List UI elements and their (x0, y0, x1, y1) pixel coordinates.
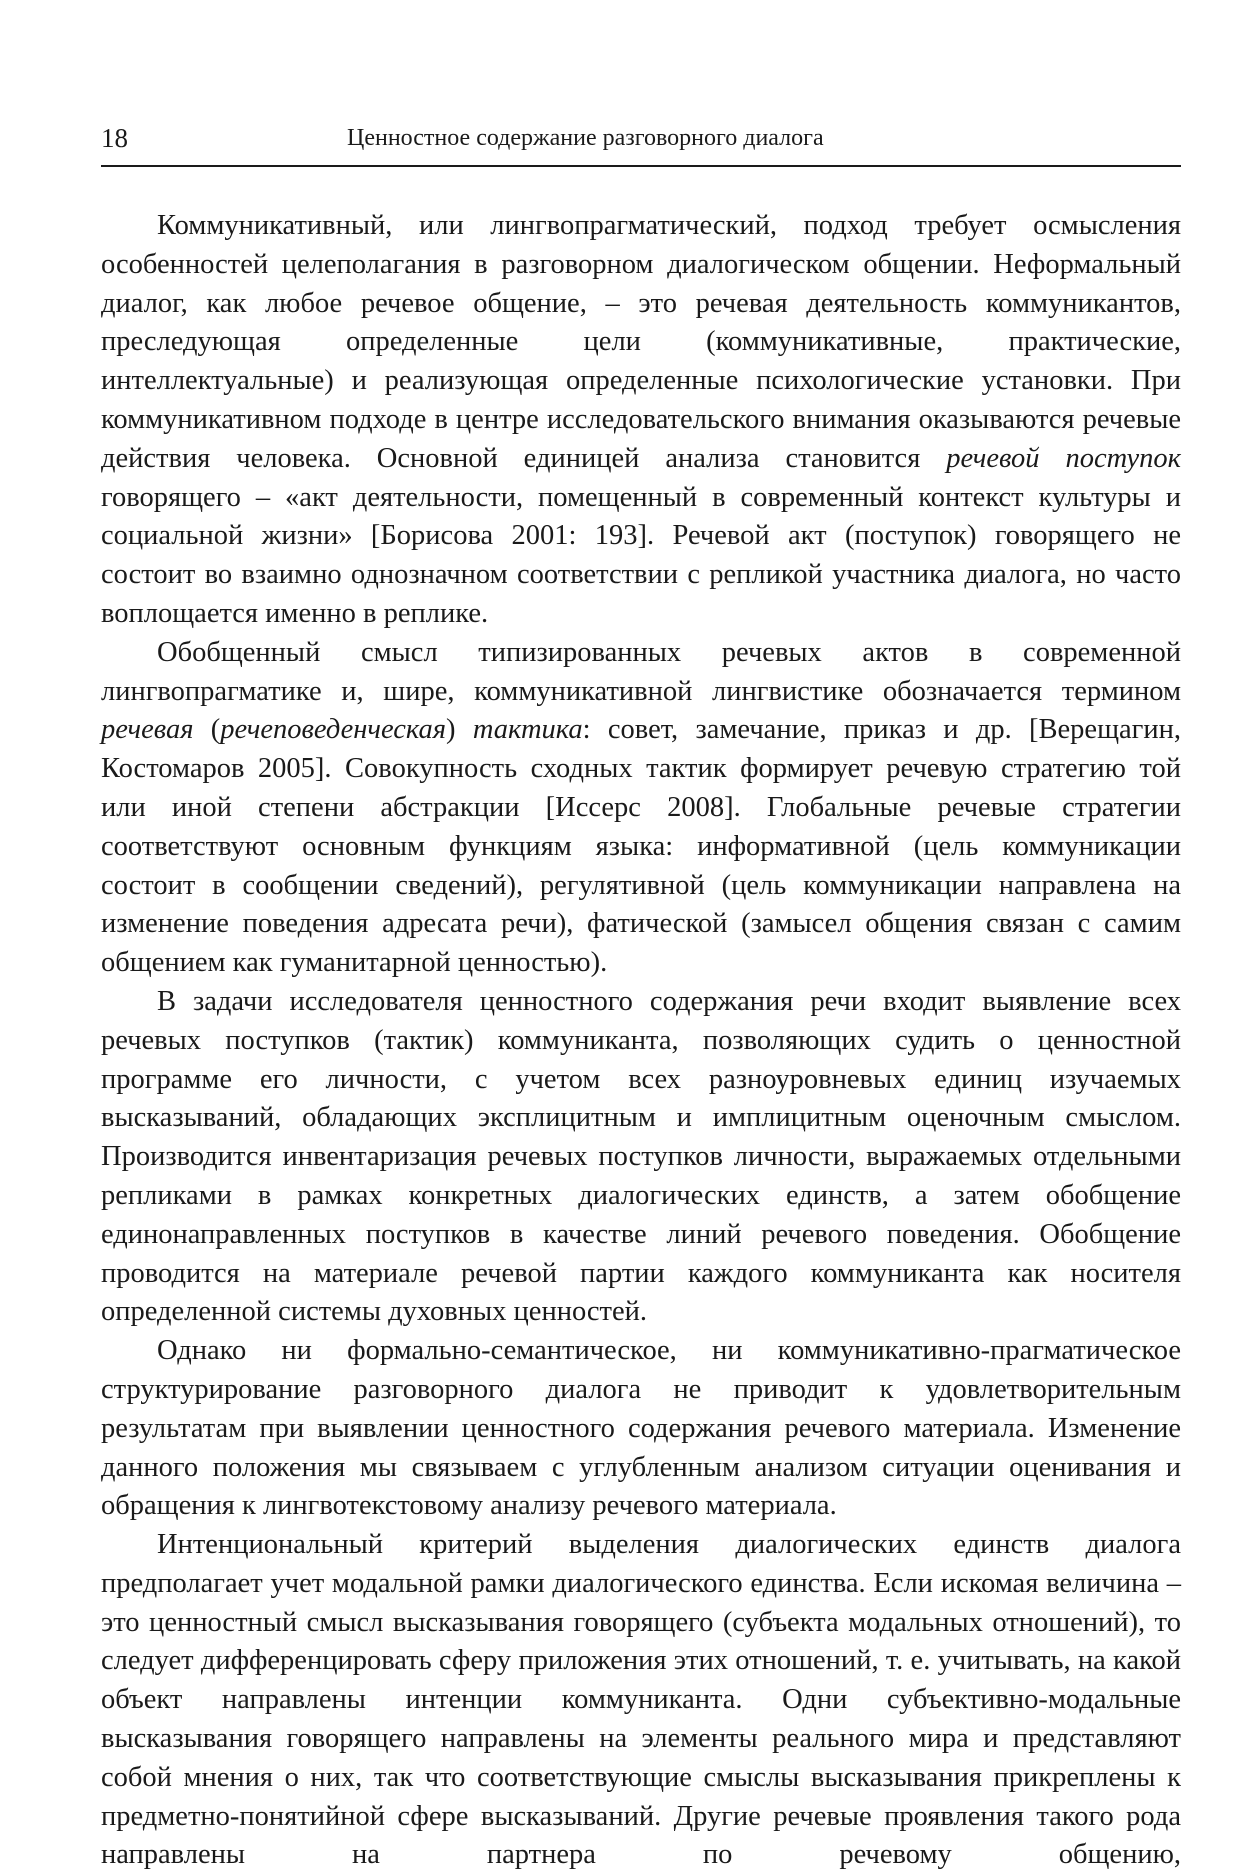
paragraph-3 (101, 983, 1181, 1332)
paragraph-text: ( (193, 714, 221, 746)
paragraph-text: Коммуникативный, или лингвопрагматический, подход требует осмысления особенностей целеполагания в разговорном диалогическом общении. Неформальный диалог, как любое речевое общение, – это речевая деятельность коммуникантов, преследующая определенные цели (коммуникативные, практические, интеллектуальные) и реализующая определенные психологические установки. При коммуникативном подходе в центре исследовательского внимания оказываются речевые действия человека. Основной единицей анализа становится (101, 210, 1181, 474)
paragraph-5 (101, 1526, 1181, 1875)
italic-term: речевая (101, 714, 194, 746)
paragraph-text: говорящего – «акт деятельности, помещенный в современный контекст культуры и социальной жизни» [Борисова 2001: 193]. Речевой акт (поступок) говорящего не состоит во взаимно однозначном соответствии с репликой участника диалога, но часто воплощается именно в реплике. (101, 481, 1181, 629)
paragraph-text: Интенциональный критерий выделения диалогических единств диалога предполагает учет модальной рамки диалогического единства. Если искомая величина – это ценностный смысл высказывания говорящего (субъекта модальных отношений), то следует дифференцировать сферу приложения этих отношений, т. е. учитывать, на какой объект направлены интенции коммуниканта. Одни субъективно-модальные высказывания говорящего направлены на элементы реального мира и представляют собой мнения о них, так что соответствующие смыслы высказывания прикреплены к предметно-понятийной сфере высказываний. Другие речевые проявления такого рода направлены на партнера по речевому общению, (101, 1529, 1181, 1871)
header-rule (101, 165, 1181, 167)
paragraph-1 (101, 207, 1181, 634)
running-head (101, 122, 1181, 162)
italic-term: речевой поступок (946, 442, 1181, 474)
body-text (101, 207, 1181, 1875)
paragraph-text: : совет, замечание, приказ и др. [Верещагин, Костомаров 2005]. Совокупность сходных тактик формирует речевую стратегию той или иной степени абстракции [Иссерс 2008]. Глобальные речевые стратегии соответствуют основным функциям языка: информативной (цель коммуникации состоит в сообщении сведений), регулятивной (цель коммуникации направлена на изменение поведения адресата речи), фатической (замысел общения связан с самим общением как гуманитарной ценностью). (101, 714, 1181, 979)
paragraph-text: Однако ни формально-семантическое, ни коммуникативно-прагматическое структурирование разговорного диалога не приводит к удовлетворительным результатам при выявлении ценностного содержания речевого материала. Изменение данного положения мы связываем с углубленным анализом ситуации оценивания и обращения к лингвотекстовому анализу речевого материала. (101, 1335, 1181, 1522)
italic-term: речеповеденческая (220, 714, 447, 746)
page-number: 18 (101, 123, 128, 153)
italic-term: тактика (472, 714, 583, 746)
paragraph-4 (101, 1332, 1181, 1526)
paragraph-text: ) (446, 714, 473, 746)
running-title: Ценностное содержание разговорного диалога (347, 125, 824, 151)
paragraph-text: Обобщенный смысл типизированных речевых актов в современной лингвопрагматике и, шире, коммуникативной лингвистике обозначается термином (101, 636, 1181, 707)
paragraph-2 (101, 634, 1181, 983)
paragraph-text: В задачи исследователя ценностного содержания речи входит выявление всех речевых поступков (тактик) коммуниканта, позволяющих судить о ценностной программе его личности, с учетом всех разноуровневых единиц изучаемых высказываний, обладающих эксплицитным и имплицитным оценочным смыслом. Производится инвентаризация речевых поступков личности, выражаемых отдельными репликами в рамках конкретных диалогических единств, а затем обобщение единонаправленных поступков в качестве линий речевого поведения. Обобщение проводится на материале речевой партии каждого коммуниканта как носителя определенной системы духовных ценностей. (101, 985, 1181, 1328)
